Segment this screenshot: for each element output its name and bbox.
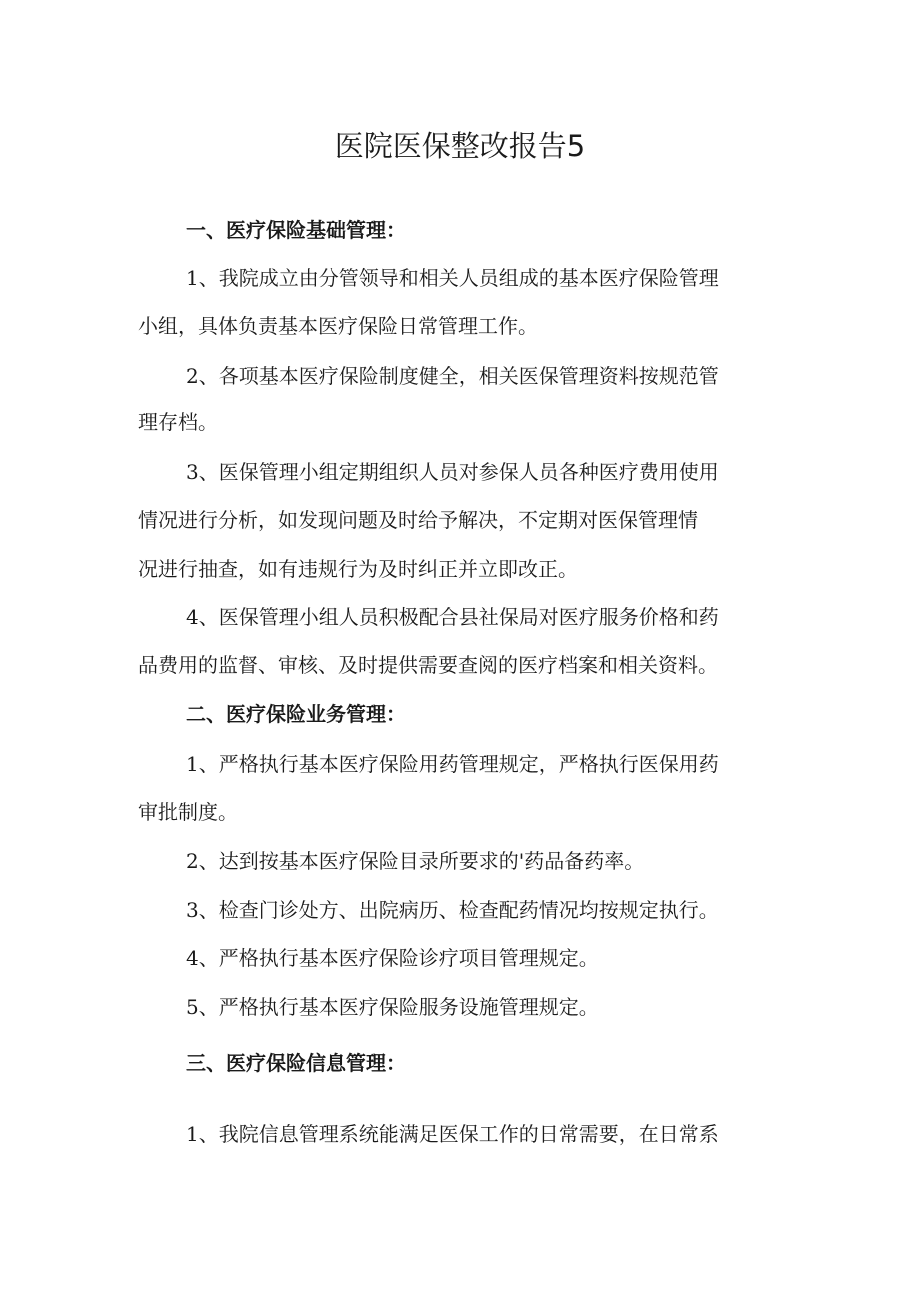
paragraph-line: 理存档。 xyxy=(138,410,218,434)
paragraph-line: 3、医保管理小组定期组织人员对参保人员各种医疗费用使用 xyxy=(186,460,719,484)
paragraph-line: 2、各项基本医疗保险制度健全，相关医保管理资料按规范管 xyxy=(186,364,719,388)
paragraph-line: 3、检查门诊处方、出院病历、检查配药情况均按规定执行。 xyxy=(186,898,719,922)
paragraph-line: 况进行抽查，如有违规行为及时纠正并立即改正。 xyxy=(138,557,578,581)
section-heading-information-management: 三、医疗保险信息管理： xyxy=(186,1051,406,1075)
paragraph-line: 4、医保管理小组人员积极配合县社保局对医疗服务价格和药 xyxy=(186,605,719,629)
paragraph-line: 5、严格执行基本医疗保险服务设施管理规定。 xyxy=(186,995,599,1019)
paragraph-line: 2、达到按基本医疗保险目录所要求的'药品备药率。 xyxy=(186,849,645,873)
paragraph-line: 1、我院成立由分管领导和相关人员组成的基本医疗保险管理 xyxy=(186,266,719,290)
section-heading-business-management: 二、医疗保险业务管理： xyxy=(186,702,406,726)
document-title: 医院医保整改报告5 xyxy=(334,129,586,163)
paragraph-line: 1、我院信息管理系统能满足医保工作的日常需要，在日常系 xyxy=(186,1122,719,1146)
paragraph-line: 审批制度。 xyxy=(138,800,238,824)
paragraph-line: 1、严格执行基本医疗保险用药管理规定，严格执行医保用药 xyxy=(186,752,719,776)
paragraph-line: 小组，具体负责基本医疗保险日常管理工作。 xyxy=(138,314,538,338)
paragraph-line: 4、严格执行基本医疗保险诊疗项目管理规定。 xyxy=(186,946,599,970)
paragraph-line: 情况进行分析，如发现问题及时给予解决，不定期对医保管理情 xyxy=(138,508,698,532)
section-heading-basic-management: 一、医疗保险基础管理： xyxy=(186,218,406,242)
paragraph-line: 品费用的监督、审核、及时提供需要查阅的医疗档案和相关资料。 xyxy=(138,653,718,677)
